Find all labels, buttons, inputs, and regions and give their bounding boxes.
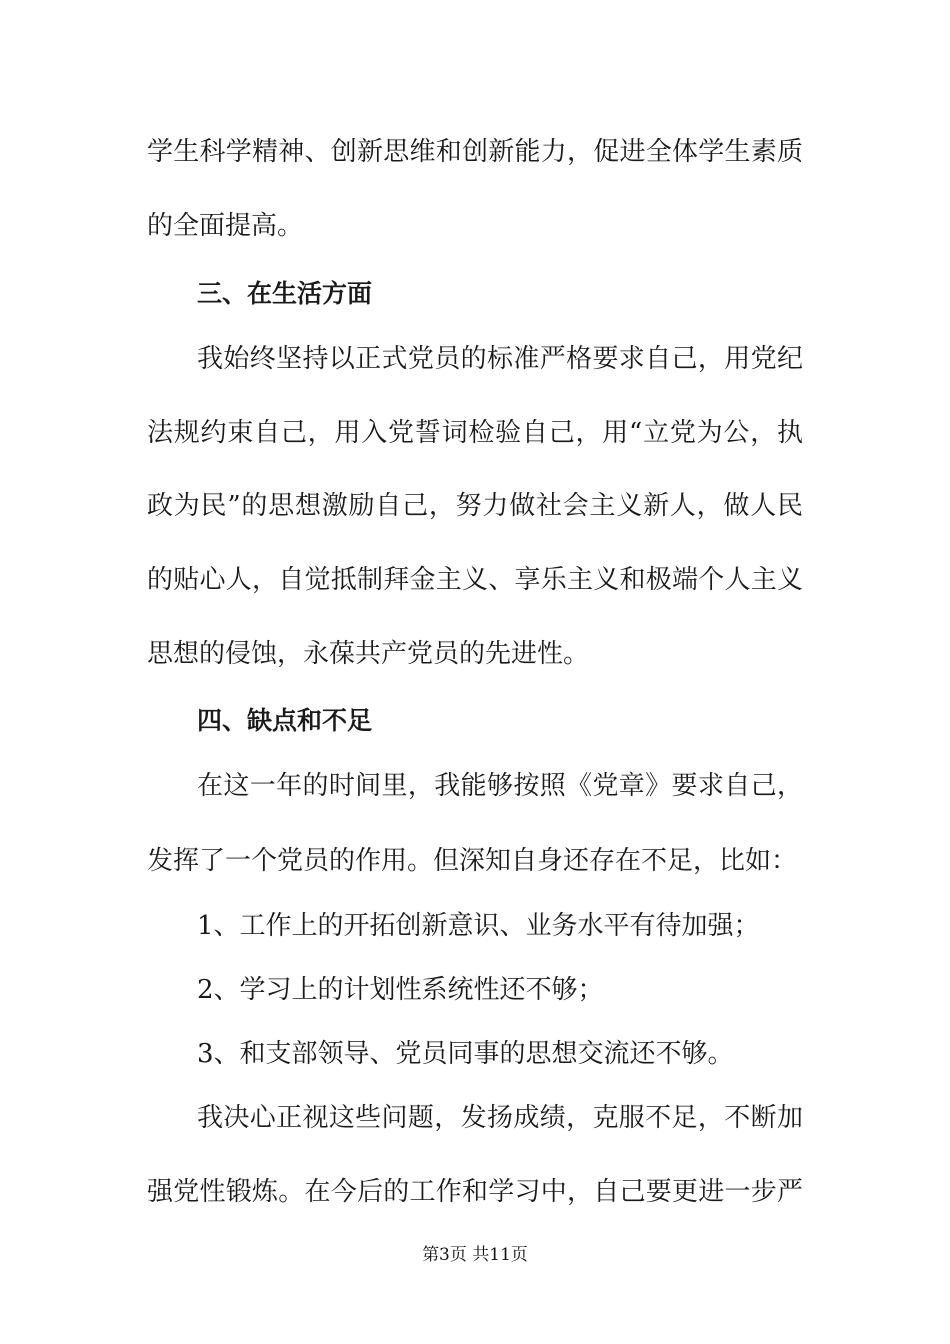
body-line: 发挥了一个党员的作用。但深知自身还存在不足，比如：	[147, 846, 798, 876]
section-heading-shortcomings: 四、缺点和不足	[197, 706, 373, 735]
body-line: 学生科学精神、创新思维和创新能力，促进全体学生素质	[147, 137, 803, 167]
body-line: 我决心正视这些问题，发扬成绩，克服不足，不断加	[197, 1103, 803, 1133]
body-line: 强党性锻炼。在今后的工作和学习中，自己要更进一步严	[147, 1177, 803, 1207]
list-item: 1、工作上的开拓创新意识、业务水平有待加强；	[197, 911, 760, 941]
page-number-footer: 第3页 共11页	[422, 1245, 528, 1265]
body-line: 思想的侵蚀，永葆共产党员的先进性。	[147, 639, 590, 669]
body-line: 法规约束自己，用入党誓词检验自己，用“立党为公，执	[147, 418, 803, 448]
body-line: 我始终坚持以正式党员的标准严格要求自己，用党纪	[197, 344, 803, 374]
section-heading-life: 三、在生活方面	[197, 279, 373, 308]
body-line: 的贴心人，自觉抵制拜金主义、享乐主义和极端个人主义	[147, 565, 803, 595]
body-line: 的全面提高。	[147, 211, 304, 241]
body-line: 在这一年的时间里，我能够按照《党章》要求自己，	[197, 771, 803, 801]
list-item: 3、和支部领导、党员同事的思想交流还不够。	[197, 1039, 734, 1069]
list-item: 2、学习上的计划性系统性还不够；	[197, 975, 604, 1005]
body-line: 政为民”的思想激励自己，努力做社会主义新人，做人民	[147, 491, 803, 521]
